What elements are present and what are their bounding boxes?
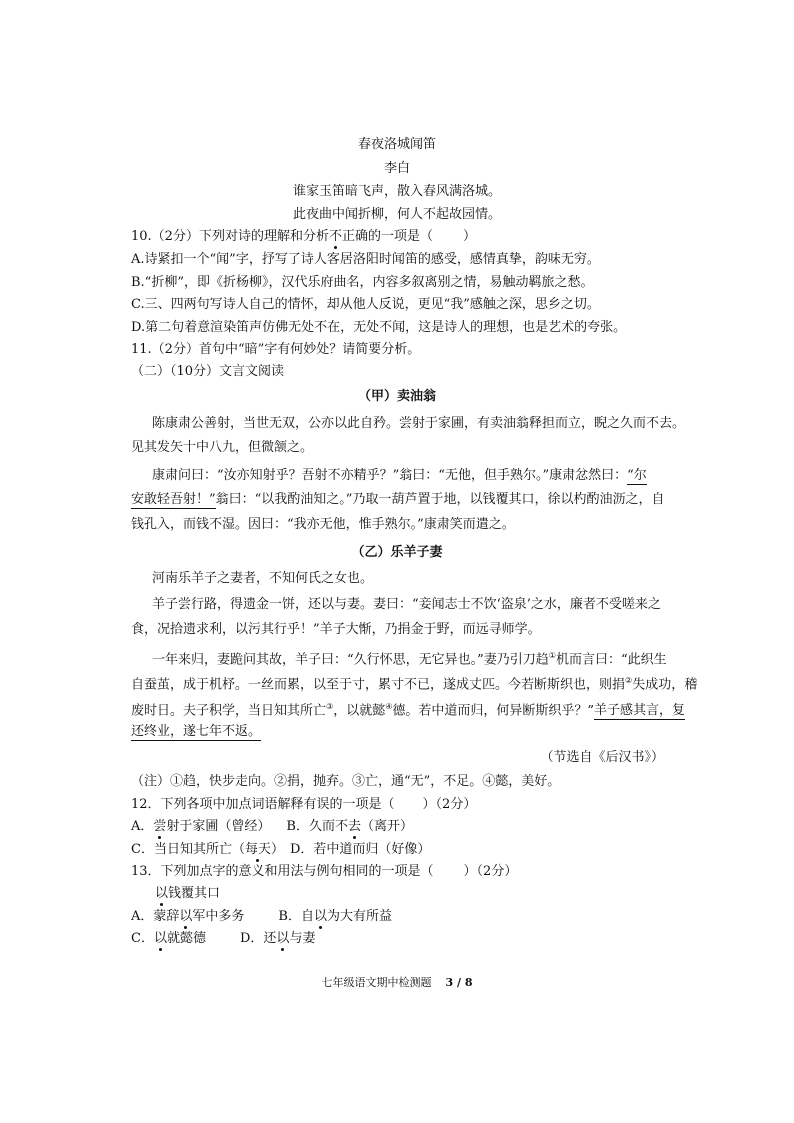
yi-p3-line-4	[131, 722, 794, 742]
footer-exam-title: 七年级语文期中检测题	[321, 976, 432, 989]
jia-p2-line-2	[131, 490, 794, 510]
yi-p3-text-2: 机而言曰：“此织生	[555, 652, 667, 668]
jia-p2-line-1	[152, 466, 794, 486]
jia-title: （甲）卖油翁	[357, 389, 436, 404]
source-citation: （节选自《后汉书》）	[540, 750, 664, 765]
yi-p3-line-3	[131, 697, 794, 721]
q13-c-dotted: 以	[153, 931, 167, 946]
q10-stem	[131, 227, 794, 247]
q13-score: ）（2分）	[463, 864, 518, 879]
q13-options-ab	[131, 907, 794, 927]
yi-underlined-sentence-cont: 还终业，遂七年不返。	[131, 724, 262, 739]
q12-c-close: ）	[270, 842, 284, 857]
q12-stem	[131, 795, 794, 815]
q12-score: ）（2分）	[422, 797, 477, 812]
yi-p2-line-1: 羊子尝行路，得遗金一饼，还以与妻。妻曰：“妾闻志士不饮‘盗泉’之水，廉者不受嗟来之	[152, 597, 661, 612]
footer-page-number: 3 / 8	[445, 976, 473, 989]
q13-c-label: C．	[131, 931, 154, 946]
jia-p1-line-2: 见其发矢十中八九，但微颔之。	[131, 440, 314, 455]
q12-a-label: A．	[131, 819, 154, 834]
q12-c-dotted: 每天	[244, 842, 271, 857]
jia-p2-text-2: 翁曰：“以我酌油知之。”乃取一葫芦置于地，以钱覆其口，徐以杓酌油沥之，自	[215, 492, 665, 507]
page-footer	[0, 973, 794, 993]
jia-underlined-sentence: “尔	[627, 468, 647, 483]
q10-option-a: A.诗紧扣一个“闻”字，抒写了诗人客居洛阳时闻笛的感受，感情真挚，韵味无穷。	[131, 252, 600, 267]
q10-stem-close: ）	[462, 229, 476, 244]
q13-stem	[131, 862, 794, 882]
q12-stem-text: 12．下列各项中加点词语解释有误的一项是（	[131, 797, 395, 812]
q13-b-text-2: 为大有所益	[327, 909, 393, 924]
q12-options-cd	[131, 840, 794, 860]
yi-p3-text-3: 自蚕茧，成于机杼。一丝而累，以至于寸，累寸不已，遂成丈匹。今若断斯织也，则捐	[131, 677, 626, 693]
poem-line-2: 此夜曲中闻折柳，何人不起故园情。	[292, 207, 501, 222]
footnote-marker-4: ④	[385, 702, 393, 711]
q12-options-ab	[131, 817, 794, 837]
q12-b-text: B．久而不	[286, 819, 348, 834]
q10-option-c: C.三、四两句写诗人自己的情怀，却从他人反说，更见“我”感触之深，思乡之切。	[131, 297, 600, 312]
q12-b-gloss: （离开）	[361, 819, 414, 834]
q13-d-dotted: 以	[276, 931, 290, 946]
footnote-marker-3: ③	[326, 702, 334, 711]
poem-line-1: 谁家玉笛暗飞声，散入春风满洛城。	[292, 184, 501, 199]
q10-emphasis-char: 不	[328, 229, 342, 244]
footnote-marker-1: ①	[548, 651, 556, 660]
q13-a-text-2: 军中多务	[192, 909, 245, 924]
yi-p3-line-2	[131, 671, 794, 695]
section-2-heading: （二）（10分）文言文阅读	[131, 364, 285, 379]
jia-underlined-sentence-cont: 安敢轻吾射！”	[131, 492, 216, 507]
q13-b-text: B．自	[278, 909, 314, 924]
jia-p2-line-3: 钱孔入，而钱不湿。因曰：“我亦无他，惟手熟尔。”康肃笑而遣之。	[131, 517, 515, 532]
q13-a-text: A．蒙辞	[131, 909, 180, 924]
yi-p3-text-7: 德。若中道而归，何异断斯织乎？”	[392, 703, 595, 719]
q13-stem-text: 13．下列加点字的意义和用法与例句相同的一项是（	[131, 864, 434, 879]
yi-p3-line-1	[152, 646, 794, 670]
q13-example-dotted: 以	[155, 886, 169, 901]
yi-p3-text-5: 废时日。夫子积学，当日知其所亡	[131, 703, 327, 719]
yi-p2-line-2: 食，况拾遗求利，以污其行乎！”羊子大惭，乃捐金于野，而远寻师学。	[131, 622, 541, 637]
q13-example	[155, 884, 794, 904]
annotations: （注）①趋，快步走向。②捐，抛弃。③亡，通“无”，不足。④懿，美好。	[131, 774, 561, 789]
q12-d-text: D．若中道而归（好像）	[289, 842, 431, 857]
q13-b-dotted: 以	[313, 909, 327, 924]
q13-d-text: D．还	[239, 931, 277, 946]
q13-a-dotted: 以	[179, 909, 193, 924]
q11-stem: 11.（2分）首句中“暗”字有何妙处？请简要分析。	[131, 342, 421, 357]
q13-c-text: 就懿德	[166, 931, 206, 946]
q10-option-d: D.第二句着意渲染笛声仿佛无处不在，无处不闻，这是诗人的理想，也是艺术的夸张。	[131, 320, 627, 335]
yi-p3-text-6: ，以就懿	[333, 703, 386, 719]
jia-p2-text: 康肃问曰：“汝亦知射乎？吾射不亦精乎？”翁曰：“无他，但手熟尔。”康肃忿然曰：	[152, 468, 628, 483]
q13-options-cd	[131, 929, 794, 949]
footnote-marker-2: ②	[625, 676, 633, 685]
poem-title: 春夜洛城闻笛	[357, 137, 436, 152]
q12-a-text: 射于家圃（曾经）	[166, 819, 271, 834]
q10-stem-text: 10.（2分）下列对诗的理解和分析	[131, 229, 329, 244]
q10-stem-text-2: 正确的一项是（	[341, 229, 433, 244]
jia-p1-line-1: 陈康肃公善射，当世无双，公亦以此自矜。尝射于家圃，有卖油翁释担而立，睨之久而不去。	[152, 416, 686, 431]
yi-title: （乙）乐羊子妻	[351, 545, 443, 560]
q13-example-text: 钱覆其口	[168, 886, 221, 901]
q12-c-text: C．当日知其所亡（	[131, 842, 245, 857]
poem-author: 李白	[383, 161, 410, 176]
yi-p1: 河南乐羊子之妻者，不知何氏之女也。	[152, 571, 374, 586]
q10-option-b: B.“折柳”，即《折杨柳》，汉代乐府曲名，内容多叙离别之情，易触动羁旅之愁。	[131, 275, 594, 290]
yi-underlined-sentence: 羊子感其言，复	[594, 703, 686, 719]
q12-a-dotted: 尝	[153, 819, 167, 834]
q12-b-dotted: 去	[347, 819, 361, 834]
yi-p3-text: 一年来归，妻跪问其故，羊子曰：“久行怀思，无它异也。”妻乃引刀趋	[152, 652, 549, 668]
q13-d-text-2: 与妻	[289, 931, 316, 946]
yi-p3-text-4: 失成功，稽	[632, 677, 698, 693]
